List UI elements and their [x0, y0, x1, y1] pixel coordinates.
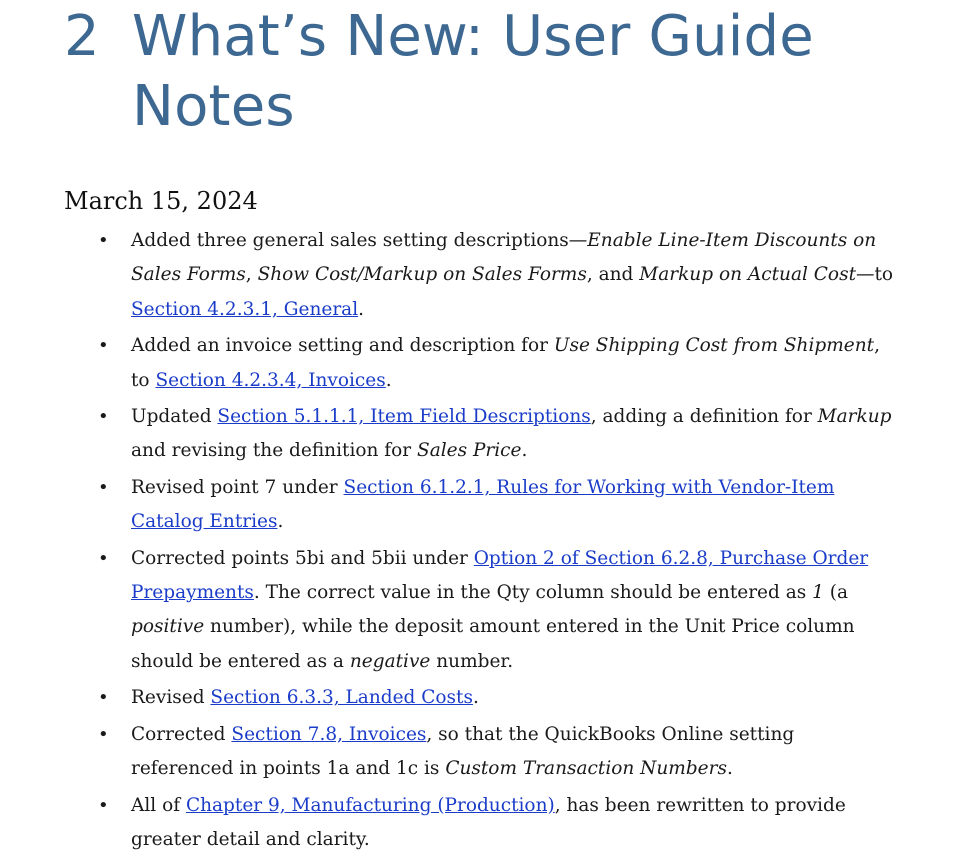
list-item	[98, 718, 901, 787]
item-text: Corrected points 5bi and 5bii under	[131, 547, 474, 569]
item-text: number.	[430, 650, 514, 672]
item-emphasis: Show Cost/Markup on Sales Forms	[257, 264, 587, 286]
item-text: and revising the definition for	[131, 440, 418, 462]
bullet-icon: •	[98, 794, 109, 816]
item-text: Revised	[131, 687, 211, 709]
item-text: .	[726, 758, 733, 780]
item-text: , adding a definition for	[590, 406, 818, 428]
bullet-icon: •	[98, 476, 109, 498]
section-link[interactable]: Section 6.3.3, Landed Costs	[210, 687, 473, 709]
item-text: —to	[856, 264, 894, 286]
list-item	[98, 224, 901, 327]
list-item	[98, 329, 901, 398]
item-text: , and	[586, 264, 640, 286]
item-text: , so that the QuickBooks Online setting referenced in points 1a and 1c is	[131, 723, 795, 780]
release-notes-list	[98, 224, 901, 859]
item-text: Added three general sales setting descriptions—	[131, 230, 588, 251]
list-item	[98, 542, 901, 680]
bullet-icon: •	[98, 230, 109, 251]
bullet-icon: •	[98, 723, 109, 745]
list-item	[98, 471, 901, 540]
item-emphasis: positive	[131, 616, 205, 638]
section-link[interactable]: Section 4.2.3.1, General	[131, 298, 359, 320]
list-item	[98, 681, 901, 715]
item-text: number), while the deposit amount entered in the Unit Price column should be entered as a	[131, 616, 855, 672]
item-text: , to	[131, 335, 880, 391]
section-link[interactable]: Section 5.1.1.1, Item Field Descriptions	[217, 406, 591, 428]
item-text: (a	[823, 582, 849, 604]
section-link[interactable]: Section 6.1.2.1, Rules for Working with Vendor-Item Catalog Entries	[131, 476, 835, 533]
item-emphasis: 1	[812, 582, 824, 604]
item-text: Revised point 7 under	[131, 476, 344, 498]
item-emphasis: negative	[349, 650, 431, 672]
item-text: All of	[131, 794, 186, 816]
item-emphasis: Custom Transaction Numbers	[445, 758, 727, 780]
section-link[interactable]: Chapter 9, Manufacturing (Production)	[185, 794, 555, 816]
item-text: ,	[245, 264, 258, 286]
item-text: .	[385, 369, 392, 391]
section-link[interactable]: Option 2 of Section 6.2.8, Purchase Order Prepayments	[131, 547, 869, 604]
item-emphasis: Markup on Actual Cost	[639, 264, 856, 286]
chapter-number: 2	[64, 4, 100, 69]
item-text: Added an invoice setting and description for	[131, 335, 554, 357]
item-text: .	[472, 687, 479, 709]
item-emphasis: Sales Price	[417, 440, 522, 462]
item-emphasis: Markup	[817, 406, 892, 428]
item-text: Corrected	[131, 723, 232, 745]
item-emphasis: Enable Line-Item Discounts on Sales Forms	[131, 230, 877, 286]
item-text: .	[277, 511, 284, 533]
section-date-heading: March 15, 2024	[64, 187, 258, 215]
section-link[interactable]: Section 7.8, Invoices	[231, 723, 427, 745]
section-link[interactable]: Section 4.2.3.4, Invoices	[155, 369, 386, 391]
bullet-icon: •	[98, 687, 109, 709]
chapter-title-line-2: Notes	[132, 74, 295, 139]
bullet-icon: •	[98, 547, 109, 569]
item-text: . The correct value in the Qty column should be entered as	[253, 582, 813, 604]
item-text: .	[358, 298, 365, 320]
item-emphasis: Use Shipping Cost from Shipment	[553, 335, 875, 357]
chapter-title-line-1: What’s New: User Guide	[132, 4, 814, 69]
bullet-icon: •	[98, 335, 109, 357]
item-text: Updated	[131, 406, 218, 428]
list-item	[98, 400, 901, 469]
chapter-title	[64, 2, 814, 142]
bullet-icon: •	[98, 406, 109, 428]
list-item	[98, 789, 901, 858]
item-text: .	[521, 440, 528, 462]
item-text: , has been rewritten to provide greater detail and clarity.	[131, 794, 846, 850]
